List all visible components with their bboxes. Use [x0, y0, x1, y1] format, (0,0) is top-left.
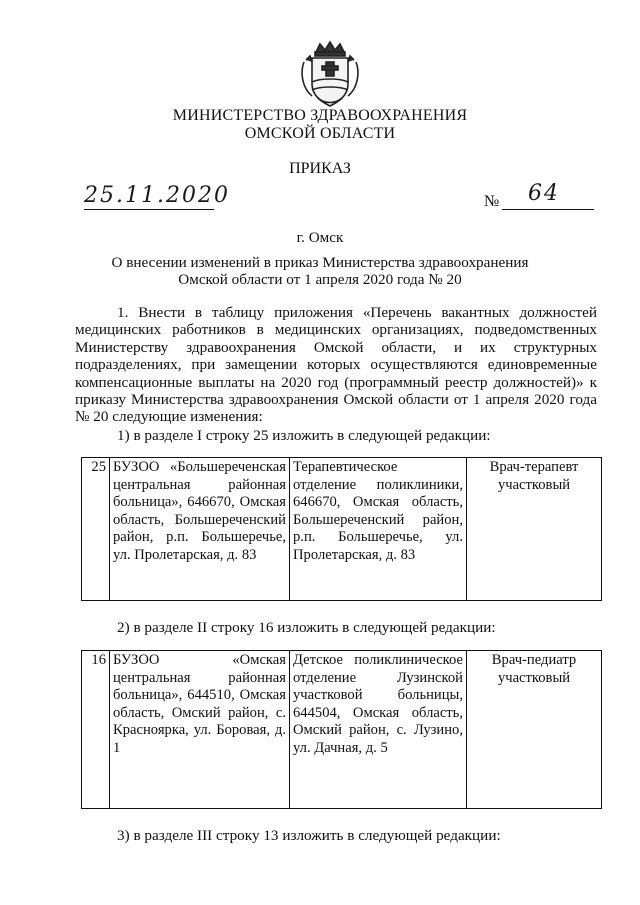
date-underline — [84, 209, 214, 210]
number-underline — [502, 209, 594, 210]
unit-cell: Терапевтическое отделение поликлиники, 646670, Омская область, Большереченский район, р.п. Большеречье, ул. Пролетарская, д. 83 — [290, 458, 467, 601]
position-cell: Врач-терапевт участковый — [467, 458, 602, 601]
organization-cell: БУЗОО «Большереченская центральная районная больница», 646670, Омская область, Большереченский район, р.п. Большеречье, ул. Пролетарская, д. 83 — [110, 458, 290, 601]
table-section-1 — [81, 457, 602, 601]
ministry-name-line1: МИНИСТЕРСТВО ЗДРАВООХРАНЕНИЯ — [172, 107, 468, 124]
position-cell: Врач-педиатр участковый — [467, 651, 602, 809]
row-number: 16 — [82, 651, 110, 809]
item-3: 3) в разделе III строку 13 изложить в следующей редакции: — [117, 827, 501, 844]
ministry-name-line2: ОМСКОЙ ОБЛАСТИ — [244, 125, 396, 142]
document-number: 64 — [528, 181, 560, 206]
subject-line2: Омской области от 1 апреля 2020 года № 20 — [178, 271, 462, 288]
table-row — [82, 458, 602, 601]
unit-cell: Детское поликлиническое отделение Лузинской участковой больницы, 644504, Омская область, Омский район, с. Лузино, ул. Дачная, д. 5 — [290, 651, 467, 809]
number-label: № — [484, 193, 500, 210]
item-1: 1) в разделе I строку 25 изложить в следующей редакции: — [117, 427, 491, 444]
item-2: 2) в разделе II строку 16 изложить в следующей редакции: — [117, 619, 496, 636]
document-type: ПРИКАЗ — [289, 160, 351, 177]
subject-line1: О внесении изменений в приказ Министерства здравоохранения — [111, 254, 529, 271]
table-row — [82, 651, 602, 809]
coat-of-arms-icon — [298, 38, 362, 110]
document-date: 25.11.2020 — [84, 183, 230, 208]
table-section-2 — [81, 650, 602, 809]
city: г. Омск — [296, 229, 344, 246]
row-number: 25 — [82, 458, 110, 601]
organization-cell: БУЗОО «Омская центральная районная больница», 644510, Омская область, Омский район, с. Красноярка, ул. Боровая, д. 1 — [110, 651, 290, 809]
paragraph-1: 1. Внести в таблицу приложения «Перечень вакантных должностей медицинских работников в медицинских организациях, подведомственных Министерству здравоохранения Омской области, и их структурных подразделениях, при замещении которых осуществляются единовременные компенсационные выплаты на 2020 год (программный реестр должностей)» к приказу Министерства здравоохранения Омской области от 1 апреля 2020 года № 20 следующие изменения: — [75, 304, 597, 426]
